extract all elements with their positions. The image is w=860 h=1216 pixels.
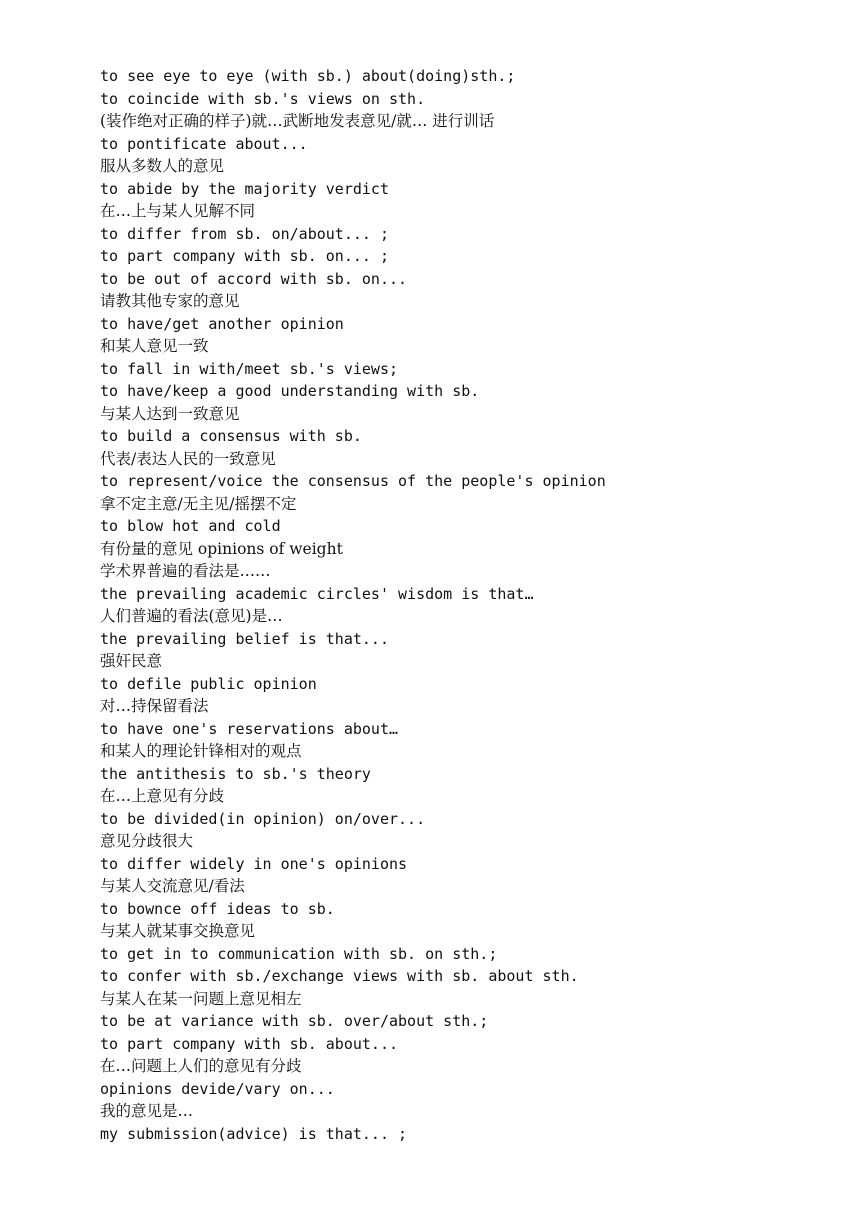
text-line: my submission(advice) is that... ; [100,1124,408,1143]
text-line: 强奸民意 [100,652,163,670]
text-line: 与某人就某事交换意见 [100,922,256,940]
text-line: 拿不定主意/无主见/摇摆不定 [100,494,297,513]
text-line: 与某人交流意见/看法 [100,877,245,895]
text-line: to be out of accord with sb. on... [100,269,408,288]
text-line: to confer with sb./exchange views with sb. about sth. [100,967,579,985]
text-line: 意见分歧很大 [100,832,194,850]
text-line: to have/get another opinion [100,314,344,333]
text-line: to abide by the majority verdict [100,179,389,198]
text-line: 与某人达到一致意见 [100,404,240,423]
text-line: 有份量的意见 opinions of weight [100,539,343,558]
text-line: to be at variance with sb. over/about sth.; [100,1012,489,1030]
text-line: to fall in with/meet sb.'s views; [100,359,399,378]
text-line: to defile public opinion [100,674,317,693]
text-line: 在…上与某人见解不同 [100,202,256,220]
text-line: to differ widely in one's opinions [100,854,408,873]
text-line: to bownce off ideas to sb. [100,899,335,918]
text-line: 在…问题上人们的意见有分歧 [100,1057,302,1075]
text-line: the prevailing belief is that... [100,629,389,648]
text-line: to differ from sb. on/about... ; [100,224,389,243]
text-line: the prevailing academic circles' wisdom is that… [100,584,534,603]
text-line: to blow hot and cold [100,517,281,535]
text-line: 和某人的理论针锋相对的观点 [100,742,302,760]
text-line: to part company with sb. about... [100,1034,399,1053]
text-line: 学术界普遍的看法是…… [100,562,271,580]
text-line: 我的意见是… [100,1102,194,1120]
text-line: to represent/voice the consensus of the people's opinion [100,472,606,490]
text-line: to be divided(in opinion) on/over... [100,809,426,828]
text-line: 代表/表达人民的一致意见 [100,449,276,468]
text-line: 服从多数人的意见 [100,157,225,175]
text-line: opinions devide/vary on... [100,1079,335,1098]
text-line: 请教其他专家的意见 [100,292,240,310]
text-line: to part company with sb. on... ; [100,247,389,265]
text-line: 人们普遍的看法(意见)是… [100,607,283,625]
text-line: the antithesis to sb.'s theory [100,764,371,783]
text-line: 在…上意见有分歧 [100,787,225,805]
text-line: to build a consensus with sb. [100,427,362,445]
text-line: 与某人在某一问题上意见相左 [100,989,302,1008]
text-line: 和某人意见一致 [100,337,209,355]
text-line: to pontificate about... [100,134,308,153]
text-line: (装作绝对正确的样子)就…武断地发表意见/就… 进行训话 [100,112,495,130]
text-line: to have one's reservations about… [100,719,399,738]
text-line: to have/keep a good understanding with sb. [100,382,480,400]
text-line: to see eye to eye (with sb.) about(doing)sth.; [100,67,516,85]
text-line: to coincide with sb.'s views on sth. [100,89,426,108]
document-page [100,65,820,1145]
text-line: to get in to communication with sb. on sth.; [100,944,498,963]
text-line: 对…持保留看法 [100,697,209,715]
